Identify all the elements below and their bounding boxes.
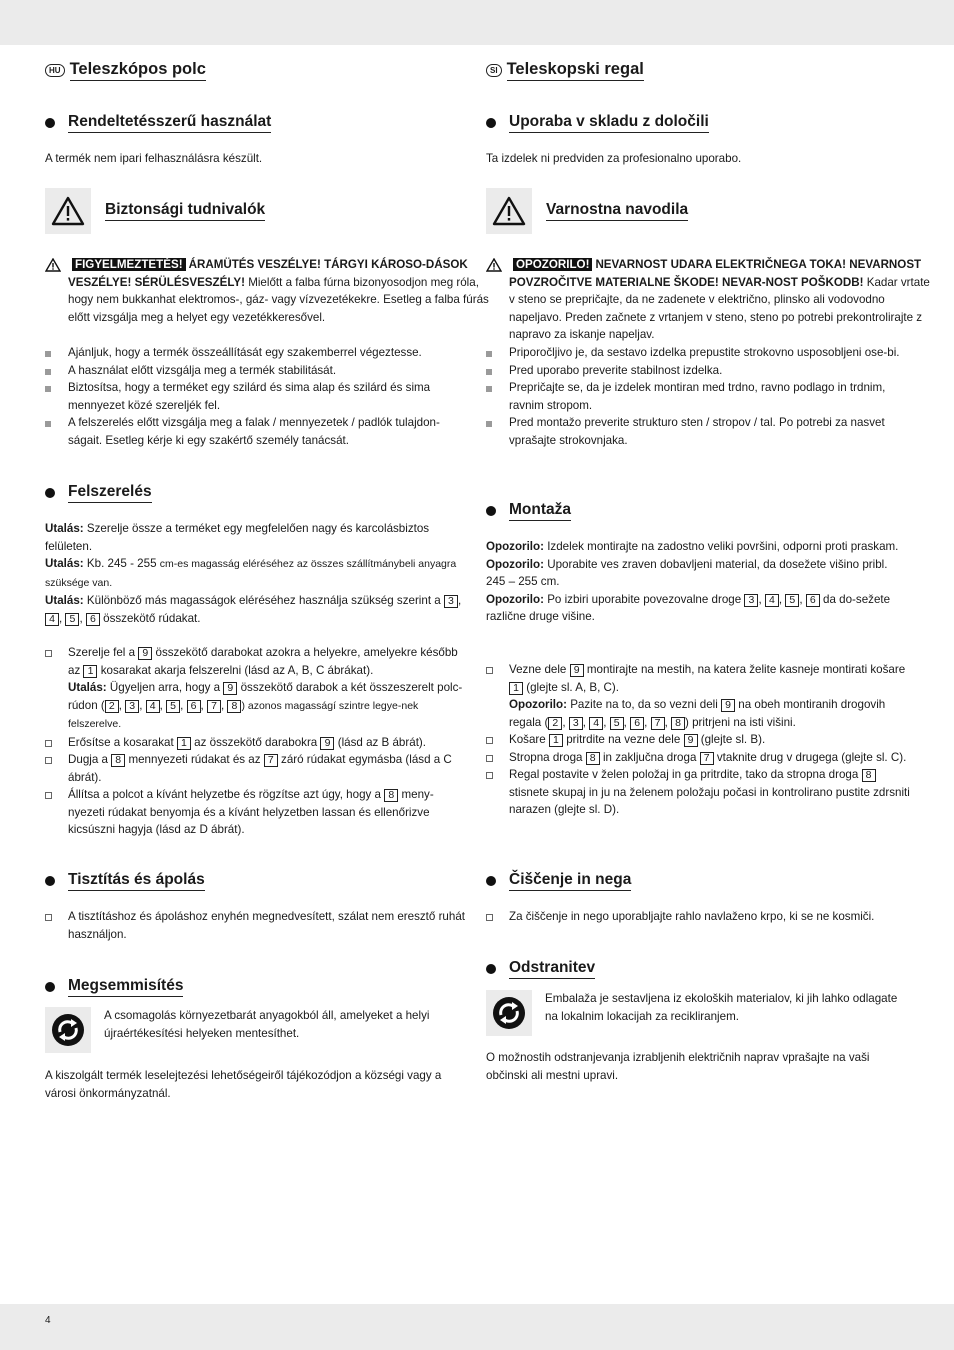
section-title bbox=[486, 60, 910, 81]
bullet-dot-icon bbox=[45, 488, 55, 498]
column-slovenian bbox=[486, 0, 930, 1082]
warning-paragraph: FIGYELMEZTETÉS! ÁRAMÜTÉS VESZÉLYE! TÁRGYI KÁROSO-DÁSOK VESZÉLYE! SÉRÜLÉSVESZÉLY! Mielőtt a falba fúrna bizonyosodjon meg róla, hogy nem bukkanhat elektromos-, gáz- vagy vízvezetékekre. Esetleg a falba fúrás előtt vizsgálja meg a helyet egy vezetékkeresővel. bbox=[45, 256, 492, 326]
recycling-icon bbox=[486, 990, 532, 1036]
warning-small-icon bbox=[45, 258, 61, 272]
heading-disposal: Odstranitev bbox=[486, 959, 910, 979]
assembly-steps bbox=[45, 644, 469, 839]
language-badge: HU bbox=[45, 64, 65, 77]
heading-disposal: Megsemmisítés bbox=[45, 977, 469, 997]
list-item: Állítsa a polcot a kívánt helyzetbe és rögzítse azt úgy, hogy a 8 meny-nyezeti rúdakat benyomja és a kívánt helyzetben lassan és ellenőrizve kicsúszni hagyja (lásd az D ábrát). bbox=[45, 786, 469, 839]
page-number: 4 bbox=[45, 1315, 51, 1326]
bullet-dot-icon bbox=[45, 982, 55, 992]
warning-badge: FIGYELMEZTETÉS! bbox=[72, 258, 186, 271]
bullet-dot-icon bbox=[486, 118, 496, 128]
list-item: Prepričajte se, da je izdelek montiran med trdno, ravno podlago in trdnim, ravnim stropom. bbox=[486, 379, 910, 414]
list-item: A felszerelés előtt vizsgálja meg a falak / mennyezetek / padlók tulajdon-ságait. Esetleg kérje ki egy szakértő személy tanácsát. bbox=[45, 414, 469, 449]
list-item: Ajánljuk, hogy a termék összeállítását egy szakemberrel végeztesse. bbox=[45, 344, 469, 362]
disposal-text: O možnostih odstranjevanja izrabljenih električnih naprav vprašajte na vaši občinski ali mestni upravi. bbox=[486, 1051, 870, 1082]
heading-assembly: Felszerelés bbox=[45, 483, 469, 503]
list-item: Vezne dele 9 montirajte na mestih, na katera želite kasneje montirati košare 1 (glejte sl. A, B, C). Opozorilo: Pazite na to, da so vezni deli 9 na obeh montiranih drogovih regala ( 2 , 3 , 4 , 5 , 6 , 7 , 8 ) pritrjeni na isti višini. bbox=[486, 661, 910, 731]
language-badge: SI bbox=[486, 64, 502, 77]
warning-triangle-icon bbox=[45, 188, 91, 234]
cleaning-list bbox=[486, 908, 910, 926]
title-text: Teleszkópos polc bbox=[70, 60, 206, 81]
safety-header bbox=[486, 188, 910, 234]
bullet-dot-icon bbox=[486, 506, 496, 516]
list-item: Košare 1 pritrdite na vezne dele 9 (glejte sl. B). bbox=[486, 731, 910, 749]
heading-cleaning: Čiščenje in nega bbox=[486, 871, 910, 891]
list-item: Biztosítsa, hogy a terméket egy szilárd és sima alap és szilárd és sima mennyezet közé szereljék fel. bbox=[45, 379, 469, 414]
list-item: Pred montažo preverite strukturo sten / stropov / tal. Po potrebi za nasvet vprašajte strokovnjaka. bbox=[486, 414, 910, 449]
intended-use-text: Ta izdelek ni predviden za profesionalno uporabo. bbox=[486, 152, 742, 165]
assembly-steps bbox=[486, 661, 910, 819]
list-item: Erősítse a kosarakat 1 az összekötő darabokra 9 (lásd az B ábrát). bbox=[45, 734, 469, 752]
assembly-notes: Utalás: Szerelje össze a terméket egy megfelelően nagy és karcolásbiztos felületen. Utalás: Kb. 245 - 255 cm-es magasság eléréséhez az összes szállítmánybeli anyagra szüksége van. Utalás: Különböző más magasságok eléréséhez használja szükség szerint a 3 , 4 , 5 , 6 összekötő rúdakat. bbox=[45, 522, 462, 625]
heading-cleaning: Tisztítás és ápolás bbox=[45, 871, 469, 891]
disposal-text: A kiszolgált termék leselejtezési lehetőségeiről tájékozódjon a községi vagy a városi önkormányzatnál. bbox=[45, 1069, 442, 1100]
list-item: Szerelje fel a 9 összekötő darabokat azokra a helyekre, amelyekre később az 1 kosarakat akarja felszerelni (lásd az A, B, C ábrákat). Utalás: Ügyeljen arra, hogy a 9 összekötő darabok a két összeszerelt polc-rúdon ( 2 , 3 , 4 , 5 , 6 , 7 , 8 ) azonos magasságí szintre legye-nek felszerelve. bbox=[45, 644, 469, 734]
warning-badge: OPOZORILO! bbox=[513, 258, 592, 271]
warning-small-icon bbox=[486, 258, 502, 272]
list-item: A tisztításhoz és ápoláshoz enyhén megnedvesített, szálat nem eresztő ruhát használjon. bbox=[45, 908, 469, 943]
warning-paragraph: OPOZORILO! NEVARNOST UDARA ELEKTRIČNEGA TOKA! NEVARNOST POVZROČITVE MATERIALNE ŠKODE! NEVAR-NOST POŠKODB! Kadar vrtate v steno se prepričajte, da ne zadenete v električno, plinsko ali vodovodno napeljavo. Preden začnete z vrtanjem v steno, steno po potrebi prekontrolirajte z napravo za iskanje napeljav. bbox=[486, 256, 933, 344]
bullet-dot-icon bbox=[45, 118, 55, 128]
warning-triangle-icon bbox=[486, 188, 532, 234]
list-item: A használat előtt vizsgálja meg a termék stabilitását. bbox=[45, 362, 469, 380]
bullet-dot-icon bbox=[45, 876, 55, 886]
list-item: Priporočljivo je, da sestavo izdelka prepustite strokovno usposobljeni ose-bi. bbox=[486, 344, 910, 362]
safety-list bbox=[45, 344, 469, 449]
safety-heading: Biztonsági tudnivalók bbox=[105, 201, 265, 221]
assembly-notes: Opozorilo: Izdelek montirajte na zadostno veliki površini, odporni proti praskam. Opozorilo: Uporabite ves zraven dobavljeni material, da dosežete višino pribl. 245 – 255 cm. Opozorilo: Po izbiri uporabite povezovalne droge 3 , 4 , 5 , 6 da do-sežete različne druge višine. bbox=[486, 540, 899, 623]
list-item: Pred uporabo preverite stabilnost izdelka. bbox=[486, 362, 910, 380]
intended-use-text: A termék nem ipari felhasználásra készült. bbox=[45, 152, 263, 165]
safety-list bbox=[486, 344, 910, 449]
list-item: Stropna droga 8 in zaključna droga 7 vtaknite drug v drugega (glejte sl. C). bbox=[486, 749, 910, 767]
disposal-packaging: Embalaža je sestavljena iz ekoloških materialov, ki jih lahko odlagate na lokalnim lokacijah za recikliranjem. bbox=[486, 990, 910, 1036]
list-item: Regal postavite v želen položaj in ga pritrdite, tako da stropna droga 8 stisnete skupaj in ju na želenem položaju počasi in kontrolirano pustite zdrsniti narazen (glejte sl. D). bbox=[486, 766, 910, 819]
title-text: Teleskopski regal bbox=[507, 60, 644, 81]
heading-intended-use: Rendeltetésszerű használat bbox=[45, 113, 469, 133]
list-item: Dugja a 8 mennyezeti rúdakat és az 7 záró rúdakat egymásba (lásd a C ábrát). bbox=[45, 751, 469, 786]
heading-assembly: Montaža bbox=[486, 501, 910, 521]
section-title bbox=[45, 60, 469, 81]
heading-intended-use: Uporaba v skladu z določili bbox=[486, 113, 910, 133]
bullet-dot-icon bbox=[486, 964, 496, 974]
bullet-dot-icon bbox=[486, 876, 496, 886]
cleaning-list bbox=[45, 908, 469, 943]
bottom-bar bbox=[0, 1304, 954, 1350]
column-hungarian bbox=[45, 0, 489, 1100]
safety-heading: Varnostna navodila bbox=[546, 201, 688, 221]
disposal-packaging: A csomagolás környezetbarát anyagokból áll, amelyeket a helyi újraértékesítési helyeken mentesíthet. bbox=[45, 1007, 469, 1053]
recycling-icon bbox=[45, 1007, 91, 1053]
list-item: Za čiščenje in nego uporabljajte rahlo navlaženo krpo, ki se ne kosmiči. bbox=[486, 908, 910, 926]
safety-header bbox=[45, 188, 469, 234]
